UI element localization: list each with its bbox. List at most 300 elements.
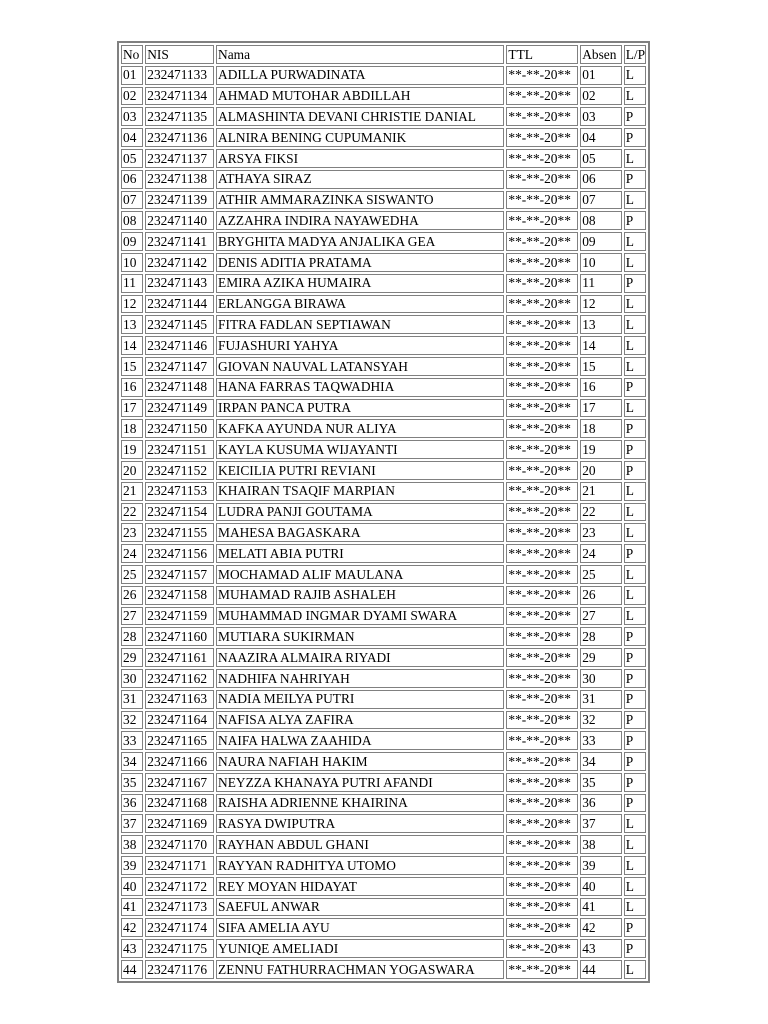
- cell-nama: ERLANGGA BIRAWA: [216, 295, 504, 314]
- cell-nis: 232471174: [145, 918, 214, 937]
- cell-ttl: **-**-20**: [506, 461, 578, 480]
- cell-ttl: **-**-20**: [506, 627, 578, 646]
- cell-lp: P: [624, 648, 646, 667]
- cell-ttl: **-**-20**: [506, 523, 578, 542]
- cell-absen: 23: [580, 523, 621, 542]
- cell-lp: L: [624, 856, 646, 875]
- cell-no: 30: [121, 669, 143, 688]
- cell-no: 18: [121, 419, 143, 438]
- cell-absen: 44: [580, 960, 621, 979]
- table-row: [121, 794, 646, 813]
- cell-nis: 232471176: [145, 960, 214, 979]
- cell-nama: RAISHA ADRIENNE KHAIRINA: [216, 794, 504, 813]
- cell-no: 17: [121, 399, 143, 418]
- cell-no: 38: [121, 835, 143, 854]
- cell-absen: 12: [580, 295, 621, 314]
- table-row: [121, 211, 646, 230]
- cell-nis: 232471163: [145, 690, 214, 709]
- cell-absen: 10: [580, 253, 621, 272]
- table-row: [121, 232, 646, 251]
- student-roster: [117, 41, 650, 983]
- cell-absen: 31: [580, 690, 621, 709]
- table-row: [121, 399, 646, 418]
- cell-no: 03: [121, 107, 143, 126]
- cell-absen: 01: [580, 66, 621, 85]
- table-row: [121, 170, 646, 189]
- cell-lp: P: [624, 752, 646, 771]
- cell-no: 25: [121, 565, 143, 584]
- cell-absen: 39: [580, 856, 621, 875]
- header-row: [121, 45, 646, 64]
- cell-absen: 09: [580, 232, 621, 251]
- cell-nama: ATHAYA SIRAZ: [216, 170, 504, 189]
- table-row: [121, 87, 646, 106]
- cell-nis: 232471166: [145, 752, 214, 771]
- cell-nama: SAEFUL ANWAR: [216, 898, 504, 917]
- cell-nama: KEICILIA PUTRI REVIANI: [216, 461, 504, 480]
- cell-nis: 232471146: [145, 336, 214, 355]
- header-nis: NIS: [145, 45, 214, 64]
- cell-lp: P: [624, 794, 646, 813]
- cell-no: 31: [121, 690, 143, 709]
- cell-nis: 232471152: [145, 461, 214, 480]
- cell-lp: L: [624, 607, 646, 626]
- cell-ttl: **-**-20**: [506, 669, 578, 688]
- cell-ttl: **-**-20**: [506, 232, 578, 251]
- cell-lp: P: [624, 419, 646, 438]
- cell-nama: MUHAMMAD INGMAR DYAMI SWARA: [216, 607, 504, 626]
- table-row: [121, 586, 646, 605]
- cell-nis: 232471149: [145, 399, 214, 418]
- cell-ttl: **-**-20**: [506, 939, 578, 958]
- cell-nama: EMIRA AZIKA HUMAIRA: [216, 274, 504, 293]
- cell-ttl: **-**-20**: [506, 960, 578, 979]
- cell-nama: ALNIRA BENING CUPUMANIK: [216, 128, 504, 147]
- header-nama: Nama: [216, 45, 504, 64]
- cell-ttl: **-**-20**: [506, 835, 578, 854]
- cell-ttl: **-**-20**: [506, 191, 578, 210]
- cell-nama: MOCHAMAD ALIF MAULANA: [216, 565, 504, 584]
- cell-ttl: **-**-20**: [506, 690, 578, 709]
- table-row: [121, 773, 646, 792]
- cell-lp: L: [624, 253, 646, 272]
- table-row: [121, 274, 646, 293]
- cell-lp: P: [624, 378, 646, 397]
- cell-ttl: **-**-20**: [506, 440, 578, 459]
- cell-nama: DENIS ADITIA PRATAMA: [216, 253, 504, 272]
- table-row: [121, 66, 646, 85]
- cell-absen: 06: [580, 170, 621, 189]
- cell-ttl: **-**-20**: [506, 918, 578, 937]
- cell-no: 34: [121, 752, 143, 771]
- cell-ttl: **-**-20**: [506, 856, 578, 875]
- cell-nama: RAYYAN RADHITYA UTOMO: [216, 856, 504, 875]
- cell-absen: 07: [580, 191, 621, 210]
- cell-lp: P: [624, 107, 646, 126]
- cell-ttl: **-**-20**: [506, 419, 578, 438]
- table-row: [121, 128, 646, 147]
- table-row: [121, 711, 646, 730]
- cell-ttl: **-**-20**: [506, 586, 578, 605]
- cell-nis: 232471162: [145, 669, 214, 688]
- table-row: [121, 731, 646, 750]
- cell-no: 06: [121, 170, 143, 189]
- table-row: [121, 107, 646, 126]
- cell-absen: 08: [580, 211, 621, 230]
- cell-lp: P: [624, 711, 646, 730]
- cell-nis: 232471165: [145, 731, 214, 750]
- cell-nama: FUJASHURI YAHYA: [216, 336, 504, 355]
- cell-ttl: **-**-20**: [506, 794, 578, 813]
- cell-nama: HANA FARRAS TAQWADHIA: [216, 378, 504, 397]
- cell-no: 28: [121, 627, 143, 646]
- cell-no: 29: [121, 648, 143, 667]
- cell-ttl: **-**-20**: [506, 357, 578, 376]
- cell-absen: 18: [580, 419, 621, 438]
- table-row: [121, 690, 646, 709]
- cell-ttl: **-**-20**: [506, 648, 578, 667]
- cell-no: 37: [121, 814, 143, 833]
- cell-ttl: **-**-20**: [506, 711, 578, 730]
- cell-nama: LUDRA PANJI GOUTAMA: [216, 503, 504, 522]
- cell-no: 42: [121, 918, 143, 937]
- cell-nis: 232471148: [145, 378, 214, 397]
- table-row: [121, 565, 646, 584]
- header-no: No: [121, 45, 143, 64]
- cell-nama: YUNIQE AMELIADI: [216, 939, 504, 958]
- cell-lp: P: [624, 731, 646, 750]
- cell-ttl: **-**-20**: [506, 544, 578, 563]
- table-row: [121, 461, 646, 480]
- table-row: [121, 315, 646, 334]
- cell-lp: L: [624, 503, 646, 522]
- cell-lp: L: [624, 87, 646, 106]
- cell-nis: 232471172: [145, 877, 214, 896]
- cell-nis: 232471135: [145, 107, 214, 126]
- cell-nama: FITRA FADLAN SEPTIAWAN: [216, 315, 504, 334]
- cell-lp: L: [624, 232, 646, 251]
- table-row: [121, 191, 646, 210]
- cell-no: 05: [121, 149, 143, 168]
- table-row: [121, 939, 646, 958]
- cell-no: 26: [121, 586, 143, 605]
- cell-nis: 232471167: [145, 773, 214, 792]
- table-row: [121, 960, 646, 979]
- cell-nis: 232471161: [145, 648, 214, 667]
- cell-nis: 232471175: [145, 939, 214, 958]
- table-row: [121, 503, 646, 522]
- cell-nama: ADILLA PURWADINATA: [216, 66, 504, 85]
- cell-no: 36: [121, 794, 143, 813]
- cell-lp: L: [624, 336, 646, 355]
- table-row: [121, 877, 646, 896]
- cell-ttl: **-**-20**: [506, 877, 578, 896]
- cell-nis: 232471145: [145, 315, 214, 334]
- cell-ttl: **-**-20**: [506, 898, 578, 917]
- cell-no: 12: [121, 295, 143, 314]
- cell-absen: 29: [580, 648, 621, 667]
- cell-absen: 35: [580, 773, 621, 792]
- cell-absen: 16: [580, 378, 621, 397]
- cell-lp: L: [624, 66, 646, 85]
- cell-lp: L: [624, 191, 646, 210]
- cell-lp: L: [624, 586, 646, 605]
- header-ttl: TTL: [506, 45, 578, 64]
- cell-nama: NEYZZA KHANAYA PUTRI AFANDI: [216, 773, 504, 792]
- cell-no: 10: [121, 253, 143, 272]
- cell-nis: 232471168: [145, 794, 214, 813]
- table-row: [121, 669, 646, 688]
- table-row: [121, 918, 646, 937]
- table-row: [121, 482, 646, 501]
- cell-absen: 20: [580, 461, 621, 480]
- cell-ttl: **-**-20**: [506, 399, 578, 418]
- table-row: [121, 544, 646, 563]
- cell-ttl: **-**-20**: [506, 274, 578, 293]
- cell-nis: 232471142: [145, 253, 214, 272]
- cell-no: 43: [121, 939, 143, 958]
- cell-nama: MUTIARA SUKIRMAN: [216, 627, 504, 646]
- cell-nama: IRPAN PANCA PUTRA: [216, 399, 504, 418]
- cell-nama: SIFA AMELIA AYU: [216, 918, 504, 937]
- table-row: [121, 149, 646, 168]
- cell-nama: NAIFA HALWA ZAAHIDA: [216, 731, 504, 750]
- cell-lp: L: [624, 523, 646, 542]
- cell-nama: KHAIRAN TSAQIF MARPIAN: [216, 482, 504, 501]
- cell-no: 15: [121, 357, 143, 376]
- cell-ttl: **-**-20**: [506, 336, 578, 355]
- table-row: [121, 856, 646, 875]
- cell-ttl: **-**-20**: [506, 503, 578, 522]
- table-row: [121, 648, 646, 667]
- cell-no: 44: [121, 960, 143, 979]
- table-row: [121, 378, 646, 397]
- cell-absen: 15: [580, 357, 621, 376]
- cell-no: 02: [121, 87, 143, 106]
- cell-ttl: **-**-20**: [506, 752, 578, 771]
- cell-lp: L: [624, 149, 646, 168]
- cell-absen: 11: [580, 274, 621, 293]
- cell-lp: L: [624, 399, 646, 418]
- cell-nis: 232471140: [145, 211, 214, 230]
- cell-no: 09: [121, 232, 143, 251]
- cell-nis: 232471139: [145, 191, 214, 210]
- cell-lp: P: [624, 918, 646, 937]
- cell-lp: L: [624, 565, 646, 584]
- table-row: [121, 627, 646, 646]
- cell-no: 16: [121, 378, 143, 397]
- cell-nis: 232471155: [145, 523, 214, 542]
- cell-nama: ATHIR AMMARAZINKA SISWANTO: [216, 191, 504, 210]
- cell-absen: 22: [580, 503, 621, 522]
- cell-nis: 232471169: [145, 814, 214, 833]
- cell-nama: AHMAD MUTOHAR ABDILLAH: [216, 87, 504, 106]
- cell-absen: 03: [580, 107, 621, 126]
- cell-absen: 33: [580, 731, 621, 750]
- cell-no: 07: [121, 191, 143, 210]
- table-row: [121, 523, 646, 542]
- cell-no: 22: [121, 503, 143, 522]
- cell-absen: 26: [580, 586, 621, 605]
- cell-nama: NAAZIRA ALMAIRA RIYADI: [216, 648, 504, 667]
- cell-absen: 30: [580, 669, 621, 688]
- cell-absen: 21: [580, 482, 621, 501]
- cell-ttl: **-**-20**: [506, 107, 578, 126]
- table-row: [121, 752, 646, 771]
- cell-absen: 40: [580, 877, 621, 896]
- cell-lp: L: [624, 315, 646, 334]
- cell-lp: L: [624, 960, 646, 979]
- cell-nis: 232471136: [145, 128, 214, 147]
- cell-lp: L: [624, 357, 646, 376]
- cell-nama: BRYGHITA MADYA ANJALIKA GEA: [216, 232, 504, 251]
- cell-nama: KAYLA KUSUMA WIJAYANTI: [216, 440, 504, 459]
- cell-lp: L: [624, 877, 646, 896]
- cell-no: 32: [121, 711, 143, 730]
- cell-nama: AZZAHRA INDIRA NAYAWEDHA: [216, 211, 504, 230]
- cell-lp: P: [624, 627, 646, 646]
- cell-nis: 232471141: [145, 232, 214, 251]
- cell-no: 35: [121, 773, 143, 792]
- cell-nis: 232471153: [145, 482, 214, 501]
- cell-lp: P: [624, 690, 646, 709]
- cell-absen: 02: [580, 87, 621, 106]
- cell-no: 33: [121, 731, 143, 750]
- cell-no: 11: [121, 274, 143, 293]
- cell-nis: 232471173: [145, 898, 214, 917]
- cell-absen: 36: [580, 794, 621, 813]
- student-table: [117, 41, 650, 983]
- cell-nama: NADIA MEILYA PUTRI: [216, 690, 504, 709]
- cell-lp: L: [624, 482, 646, 501]
- table-row: [121, 253, 646, 272]
- cell-lp: P: [624, 440, 646, 459]
- cell-nis: 232471137: [145, 149, 214, 168]
- cell-nama: ALMASHINTA DEVANI CHRISTIE DANIAL: [216, 107, 504, 126]
- cell-nama: NAFISA ALYA ZAFIRA: [216, 711, 504, 730]
- cell-ttl: **-**-20**: [506, 565, 578, 584]
- cell-nis: 232471151: [145, 440, 214, 459]
- cell-ttl: **-**-20**: [506, 170, 578, 189]
- cell-ttl: **-**-20**: [506, 773, 578, 792]
- header-lp: L/P: [624, 45, 646, 64]
- cell-ttl: **-**-20**: [506, 295, 578, 314]
- table-row: [121, 898, 646, 917]
- cell-absen: 19: [580, 440, 621, 459]
- cell-absen: 05: [580, 149, 621, 168]
- cell-nama: MAHESA BAGASKARA: [216, 523, 504, 542]
- cell-lp: L: [624, 295, 646, 314]
- cell-nama: MUHAMAD RAJIB ASHALEH: [216, 586, 504, 605]
- cell-ttl: **-**-20**: [506, 315, 578, 334]
- cell-no: 41: [121, 898, 143, 917]
- cell-no: 21: [121, 482, 143, 501]
- cell-absen: 42: [580, 918, 621, 937]
- cell-absen: 37: [580, 814, 621, 833]
- cell-nama: MELATI ABIA PUTRI: [216, 544, 504, 563]
- cell-no: 13: [121, 315, 143, 334]
- cell-no: 19: [121, 440, 143, 459]
- table-row: [121, 419, 646, 438]
- cell-nama: RASYA DWIPUTRA: [216, 814, 504, 833]
- cell-ttl: **-**-20**: [506, 149, 578, 168]
- cell-nis: 232471147: [145, 357, 214, 376]
- cell-lp: P: [624, 669, 646, 688]
- cell-lp: P: [624, 170, 646, 189]
- table-body: [121, 66, 646, 979]
- table-row: [121, 357, 646, 376]
- cell-absen: 13: [580, 315, 621, 334]
- cell-absen: 38: [580, 835, 621, 854]
- cell-lp: P: [624, 773, 646, 792]
- table-row: [121, 295, 646, 314]
- table-row: [121, 440, 646, 459]
- header-absen: Absen: [580, 45, 621, 64]
- cell-nis: 232471134: [145, 87, 214, 106]
- cell-absen: 41: [580, 898, 621, 917]
- cell-nis: 232471156: [145, 544, 214, 563]
- cell-ttl: **-**-20**: [506, 378, 578, 397]
- cell-nis: 232471138: [145, 170, 214, 189]
- cell-nis: 232471171: [145, 856, 214, 875]
- cell-nis: 232471158: [145, 586, 214, 605]
- cell-nis: 232471133: [145, 66, 214, 85]
- cell-ttl: **-**-20**: [506, 814, 578, 833]
- cell-lp: P: [624, 544, 646, 563]
- cell-nis: 232471150: [145, 419, 214, 438]
- table-row: [121, 835, 646, 854]
- cell-no: 14: [121, 336, 143, 355]
- cell-ttl: **-**-20**: [506, 731, 578, 750]
- cell-ttl: **-**-20**: [506, 253, 578, 272]
- table-row: [121, 814, 646, 833]
- cell-ttl: **-**-20**: [506, 87, 578, 106]
- cell-lp: L: [624, 814, 646, 833]
- cell-nama: ARSYA FIKSI: [216, 149, 504, 168]
- cell-nama: KAFKA AYUNDA NUR ALIYA: [216, 419, 504, 438]
- cell-ttl: **-**-20**: [506, 128, 578, 147]
- cell-nama: NAURA NAFIAH HAKIM: [216, 752, 504, 771]
- cell-no: 20: [121, 461, 143, 480]
- cell-ttl: **-**-20**: [506, 607, 578, 626]
- cell-nama: GIOVAN NAUVAL LATANSYAH: [216, 357, 504, 376]
- cell-lp: P: [624, 939, 646, 958]
- cell-lp: P: [624, 128, 646, 147]
- cell-nama: RAYHAN ABDUL GHANI: [216, 835, 504, 854]
- cell-nis: 232471170: [145, 835, 214, 854]
- cell-absen: 28: [580, 627, 621, 646]
- cell-no: 01: [121, 66, 143, 85]
- cell-nama: ZENNU FATHURRACHMAN YOGASWARA: [216, 960, 504, 979]
- table-row: [121, 607, 646, 626]
- cell-nis: 232471154: [145, 503, 214, 522]
- cell-nis: 232471164: [145, 711, 214, 730]
- cell-lp: P: [624, 461, 646, 480]
- cell-nis: 232471159: [145, 607, 214, 626]
- cell-lp: L: [624, 898, 646, 917]
- cell-no: 23: [121, 523, 143, 542]
- cell-ttl: **-**-20**: [506, 482, 578, 501]
- cell-absen: 27: [580, 607, 621, 626]
- cell-nis: 232471157: [145, 565, 214, 584]
- cell-nis: 232471144: [145, 295, 214, 314]
- cell-absen: 34: [580, 752, 621, 771]
- cell-absen: 17: [580, 399, 621, 418]
- cell-lp: P: [624, 274, 646, 293]
- table-header: [121, 45, 646, 64]
- cell-ttl: **-**-20**: [506, 66, 578, 85]
- cell-nama: REY MOYAN HIDAYAT: [216, 877, 504, 896]
